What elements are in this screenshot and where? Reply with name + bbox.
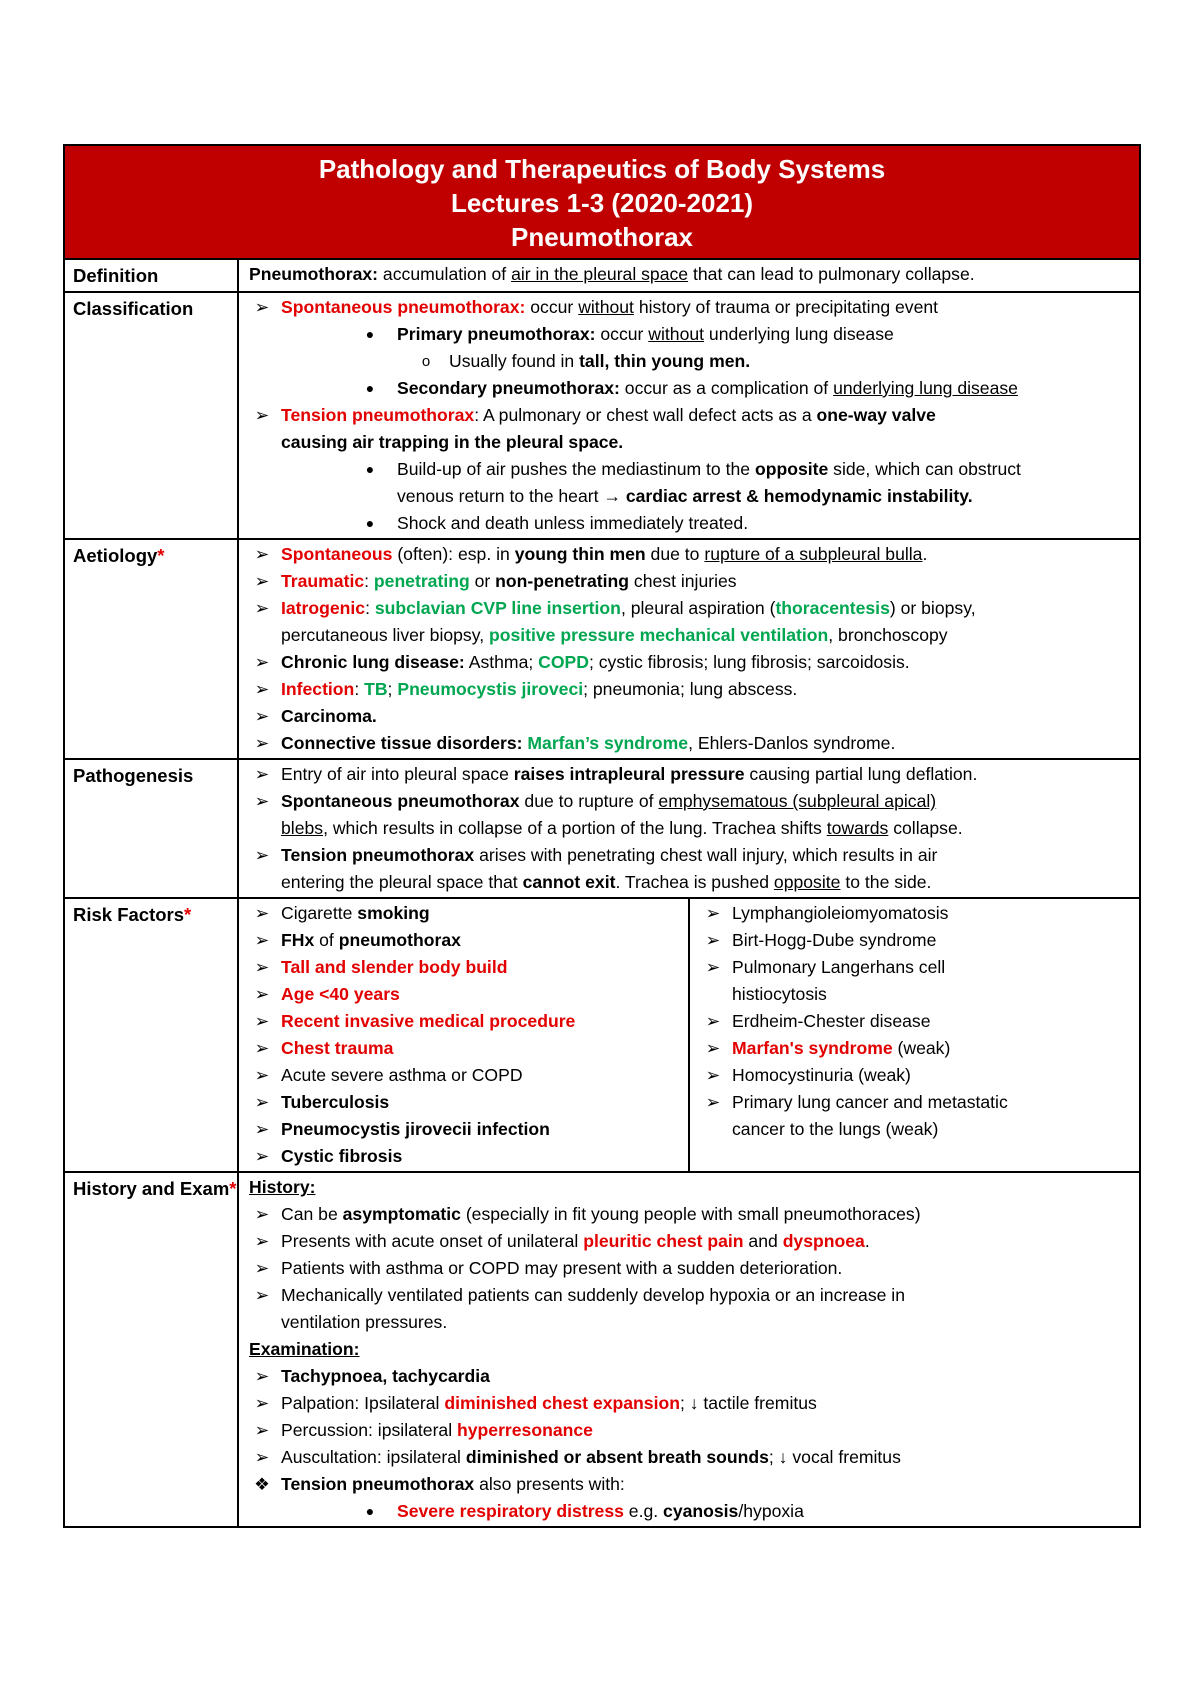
- bullet-line: [700, 981, 1135, 1008]
- text-run: (weak): [892, 1038, 951, 1058]
- section-label-text: Definition: [73, 265, 159, 286]
- text-run: Cystic fibrosis: [281, 1146, 403, 1166]
- text-run: , bronchoscopy: [828, 625, 948, 645]
- text-run: arises with penetrating chest wall injury, which results in air: [474, 845, 938, 865]
- text-run: .: [864, 1231, 870, 1251]
- section-label-text: Risk Factors: [73, 904, 185, 925]
- arrow-bullet-icon: ➢: [254, 903, 270, 923]
- bullet-line: [249, 1089, 684, 1116]
- text-run: Pulmonary Langerhans cell: [732, 957, 946, 977]
- arrow-bullet-icon: ➢: [254, 1011, 270, 1031]
- bullet-line: [249, 842, 1135, 869]
- arrow-bullet-icon: ➢: [254, 1393, 270, 1413]
- section-label: [64, 292, 238, 539]
- text-run: Age <40 years: [281, 984, 400, 1004]
- text-run: underlying lung disease: [833, 378, 1018, 398]
- text-run: →: [603, 486, 621, 506]
- bullet-line: [249, 1309, 1135, 1336]
- bullet-line: [249, 788, 1135, 815]
- text-run: Recent invasive medical procedure: [281, 1011, 576, 1031]
- text-run: ventilation pressures.: [281, 1312, 448, 1332]
- text-run: Tension pneumothorax: [281, 1474, 475, 1494]
- diamond-bullet-icon: ❖: [254, 1474, 270, 1494]
- text-run: Cigarette: [281, 903, 358, 923]
- row-classification: [64, 292, 1140, 539]
- text-run: Chest trauma: [281, 1038, 394, 1058]
- circle-bullet-icon: o: [421, 353, 431, 370]
- bullet-line: [249, 483, 1135, 510]
- text-run: , Ehlers-Danlos syndrome.: [688, 733, 896, 753]
- section-content: [238, 539, 1140, 759]
- arrow-bullet-icon: ➢: [254, 984, 270, 1004]
- text-run: Tuberculosis: [281, 1092, 390, 1112]
- bullet-line: [249, 1201, 1135, 1228]
- risk-factors-left: [239, 899, 689, 1171]
- text-run: hyperresonance: [457, 1420, 593, 1440]
- dot-bullet-icon: ●: [365, 326, 375, 342]
- text-run: Severe respiratory distress: [397, 1501, 624, 1521]
- important-star: *: [184, 904, 192, 925]
- section-label: [64, 898, 238, 1172]
- section-content: [238, 898, 1140, 1172]
- text-run: side, which can obstruct: [828, 459, 1021, 479]
- arrow-bullet-icon: ➢: [254, 1420, 270, 1440]
- arrow-bullet-icon: ➢: [254, 1366, 270, 1386]
- text-run: Shock and death unless immediately treated.: [397, 513, 749, 533]
- text-run: Carcinoma.: [281, 706, 377, 726]
- bullet-line: [249, 1498, 1135, 1525]
- text-run: ↓: [689, 1393, 699, 1413]
- text-run: dyspnoea: [782, 1231, 865, 1251]
- text-run: Birt-Hogg-Dube syndrome: [732, 930, 937, 950]
- section-label: [64, 1172, 238, 1527]
- arrow-bullet-icon: ➢: [254, 297, 270, 317]
- dot-bullet-icon: ●: [365, 515, 375, 531]
- arrow-bullet-icon: ➢: [254, 679, 270, 699]
- text-run: thoracentesis: [775, 598, 890, 618]
- arrow-bullet-icon: ➢: [254, 405, 270, 425]
- arrow-bullet-icon: ➢: [254, 1146, 270, 1166]
- text-run: ;: [387, 679, 398, 699]
- text-run: Mechanically ventilated patients can suddenly develop hypoxia or an increase in: [281, 1285, 905, 1305]
- arrow-bullet-icon: ➢: [705, 1092, 721, 1112]
- text-run: pneumothorax: [338, 930, 461, 950]
- text-run: Build-up of air pushes the mediastinum to the: [397, 459, 755, 479]
- text-run: tall, thin young men.: [579, 351, 751, 371]
- section-label-text: Pathogenesis: [73, 765, 194, 786]
- important-star: *: [157, 545, 165, 566]
- text-run: Pneumocystis jirovecii infection: [281, 1119, 550, 1139]
- text-run: Palpation: Ipsilateral: [281, 1393, 445, 1413]
- lecture-title: Lectures 1-3 (2020-2021): [450, 188, 754, 218]
- text-run: diminished chest expansion: [444, 1393, 680, 1413]
- arrow-bullet-icon: ➢: [254, 706, 270, 726]
- text-run: ; pneumonia; lung abscess.: [583, 679, 798, 699]
- bullet-line: [249, 1282, 1135, 1309]
- bullet-line: [249, 981, 684, 1008]
- text-run: History:: [249, 1177, 316, 1197]
- text-run: raises intrapleural pressure: [513, 764, 745, 784]
- text-run: vocal fremitus: [787, 1447, 901, 1467]
- bullet-line: [249, 1363, 1135, 1390]
- bullet-line: [249, 375, 1135, 402]
- arrow-bullet-icon: ➢: [254, 733, 270, 753]
- text-run: ;: [768, 1447, 779, 1467]
- text-run: .: [922, 544, 928, 564]
- arrow-bullet-icon: ➢: [705, 1011, 721, 1031]
- course-title: Pathology and Therapeutics of Body Systems: [318, 154, 886, 184]
- arrow-bullet-icon: ➢: [254, 1092, 270, 1112]
- bullet-line: [700, 1116, 1135, 1143]
- text-run: Examination:: [249, 1339, 360, 1359]
- bullet-line: [249, 261, 1135, 288]
- text-run: Tachypnoea, tachycardia: [281, 1366, 490, 1386]
- text-run: diminished or absent breath sounds: [465, 1447, 769, 1467]
- text-run: occur: [525, 297, 579, 317]
- bullet-line: [249, 676, 1135, 703]
- text-run: Secondary pneumothorax:: [397, 378, 620, 398]
- text-run: . Trachea is pushed: [615, 872, 774, 892]
- bullet-line: [249, 321, 1135, 348]
- arrow-bullet-icon: ➢: [254, 1447, 270, 1467]
- text-run: cancer to the lungs (weak): [732, 1119, 939, 1139]
- text-run: : A pulmonary or chest wall defect acts as a: [474, 405, 817, 425]
- text-run: without: [578, 297, 634, 317]
- text-run: Chronic lung disease:: [281, 652, 465, 672]
- text-run: Marfan’s syndrome: [527, 733, 689, 753]
- section-content: [238, 1172, 1140, 1527]
- text-run: occur: [595, 324, 649, 344]
- text-run: Pneumocystis jiroveci: [397, 679, 584, 699]
- bullet-line: [249, 649, 1135, 676]
- text-run: emphysematous (subpleural apical): [658, 791, 937, 811]
- text-run: Spontaneous: [281, 544, 393, 564]
- text-run: history of trauma or precipitating event: [633, 297, 939, 317]
- arrow-bullet-icon: ➢: [254, 652, 270, 672]
- bullet-line: [249, 1444, 1135, 1471]
- bullet-line: [249, 1143, 684, 1170]
- text-run: Auscultation: ipsilateral: [281, 1447, 466, 1467]
- text-run: Patients with asthma or COPD may present with a sudden deterioration.: [281, 1258, 843, 1278]
- text-run: Spontaneous pneumothorax:: [281, 297, 526, 317]
- bullet-line: [249, 1336, 1135, 1363]
- dot-bullet-icon: ●: [365, 1503, 375, 1519]
- text-run: cannot exit: [522, 872, 616, 892]
- arrow-bullet-icon: ➢: [705, 1038, 721, 1058]
- text-run: smoking: [357, 903, 430, 923]
- text-run: without: [648, 324, 705, 344]
- row-aetiology: [64, 539, 1140, 759]
- dot-bullet-icon: ●: [365, 461, 375, 477]
- text-run: ↓: [778, 1447, 788, 1467]
- text-run: Iatrogenic: [281, 598, 366, 618]
- title-banner: [64, 145, 1140, 259]
- bullet-line: [249, 541, 1135, 568]
- text-run: (often): esp. in: [392, 544, 515, 564]
- bullet-line: [249, 954, 684, 981]
- text-run: opposite: [773, 872, 841, 892]
- text-run: e.g.: [623, 1501, 664, 1521]
- bullet-line: [249, 622, 1135, 649]
- text-run: , which results in collapse of a portion of the lung. Trachea shifts: [323, 818, 827, 838]
- bullet-line: [700, 1008, 1135, 1035]
- dot-bullet-icon: ●: [365, 380, 375, 396]
- text-run: penetrating: [373, 571, 470, 591]
- arrow-bullet-icon: ➢: [254, 791, 270, 811]
- section-label: [64, 539, 238, 759]
- bullet-line: [249, 1471, 1135, 1498]
- text-run: Erdheim-Chester disease: [732, 1011, 931, 1031]
- bullet-line: [700, 927, 1135, 954]
- arrow-bullet-icon: ➢: [254, 1258, 270, 1278]
- text-run: tactile fremitus: [698, 1393, 817, 1413]
- section-content: [238, 292, 1140, 539]
- section-label: [64, 759, 238, 898]
- text-run: also presents with:: [474, 1474, 625, 1494]
- text-run: that can lead to pulmonary collapse.: [688, 264, 975, 284]
- risk-factors-right: [689, 899, 1139, 1171]
- text-run: Entry of air into pleural space: [281, 764, 514, 784]
- text-run: blebs: [281, 818, 324, 838]
- arrow-bullet-icon: ➢: [705, 903, 721, 923]
- section-label-text: History and Exam: [73, 1178, 230, 1199]
- bullet-line: [249, 348, 1135, 375]
- bullet-line: [700, 900, 1135, 927]
- text-run: Homocystinuria (weak): [732, 1065, 911, 1085]
- arrow-bullet-icon: ➢: [254, 1231, 270, 1251]
- title-row: [64, 145, 1140, 259]
- text-run: Primary pneumothorax:: [397, 324, 596, 344]
- text-run: or: [469, 571, 496, 591]
- text-run: cyanosis: [663, 1501, 739, 1521]
- text-run: opposite: [754, 459, 829, 479]
- text-run: chest injuries: [629, 571, 737, 591]
- arrow-bullet-icon: ➢: [705, 957, 721, 977]
- text-run: :: [354, 679, 365, 699]
- risk-factor-columns: [239, 899, 1139, 1171]
- row-pathogenesis: [64, 759, 1140, 898]
- notes-table: [63, 144, 1141, 1528]
- bullet-line: [249, 294, 1135, 321]
- bullet-line: [249, 730, 1135, 757]
- text-run: FHx: [281, 930, 315, 950]
- bullet-line: [249, 869, 1135, 896]
- text-run: :: [365, 598, 375, 618]
- section-content: [238, 259, 1140, 292]
- bullet-line: [249, 1228, 1135, 1255]
- arrow-bullet-icon: ➢: [254, 845, 270, 865]
- bullet-line: [249, 815, 1135, 842]
- text-run: due to: [645, 544, 705, 564]
- text-run: ) or biopsy,: [889, 598, 976, 618]
- section-label-text: Aetiology: [73, 545, 158, 566]
- text-run: Marfan's syndrome: [732, 1038, 893, 1058]
- text-run: Tension pneumothorax: [281, 845, 475, 865]
- text-run: Pneumothorax:: [249, 264, 379, 284]
- text-run: :: [364, 571, 374, 591]
- bullet-line: [700, 1089, 1135, 1116]
- text-run: Tension pneumothorax: [281, 405, 475, 425]
- row-history-exam: [64, 1172, 1140, 1527]
- bullet-line: [249, 703, 1135, 730]
- text-run: cardiac arrest & hemodynamic instability.: [620, 486, 973, 506]
- text-run: towards: [826, 818, 889, 838]
- text-run: TB: [364, 679, 388, 699]
- text-run: Infection: [281, 679, 355, 699]
- text-run: non-penetrating: [495, 571, 630, 591]
- text-run: venous return to the heart: [397, 486, 604, 506]
- text-run: Primary lung cancer and metastatic: [732, 1092, 1008, 1112]
- text-run: Can be: [281, 1204, 343, 1224]
- text-run: percutaneous liver biopsy,: [281, 625, 489, 645]
- bullet-line: [249, 1008, 684, 1035]
- bullet-line: [249, 1035, 684, 1062]
- important-star: *: [229, 1178, 237, 1199]
- text-run: accumulation of: [378, 264, 512, 284]
- text-run: young thin men: [514, 544, 646, 564]
- arrow-bullet-icon: ➢: [254, 930, 270, 950]
- text-run: (especially in fit young people with small pneumothoraces): [460, 1204, 921, 1224]
- arrow-bullet-icon: ➢: [705, 930, 721, 950]
- text-run: occur as a complication of: [619, 378, 834, 398]
- bullet-line: [249, 568, 1135, 595]
- bullet-line: [249, 761, 1135, 788]
- text-run: histiocytosis: [732, 984, 827, 1004]
- text-run: Traumatic: [281, 571, 365, 591]
- bullet-line: [249, 1390, 1135, 1417]
- section-label: [64, 259, 238, 292]
- text-run: Tall and slender body build: [281, 957, 508, 977]
- bullet-line: [249, 456, 1135, 483]
- bullet-line: [249, 510, 1135, 537]
- arrow-bullet-icon: ➢: [254, 957, 270, 977]
- arrow-bullet-icon: ➢: [254, 1285, 270, 1305]
- bullet-line: [700, 1062, 1135, 1089]
- text-run: and: [743, 1231, 783, 1251]
- text-run: subclavian CVP line insertion: [374, 598, 621, 618]
- text-run: , pleural aspiration (: [620, 598, 776, 618]
- section-label-text: Classification: [73, 298, 194, 319]
- arrow-bullet-icon: ➢: [254, 1119, 270, 1139]
- text-run: ; cystic fibrosis; lung fibrosis; sarcoidosis.: [588, 652, 910, 672]
- bullet-line: [700, 1035, 1135, 1062]
- row-risk-factors: [64, 898, 1140, 1172]
- text-run: Percussion: ipsilateral: [281, 1420, 458, 1440]
- bullet-line: [249, 429, 1135, 456]
- text-run: ;: [679, 1393, 690, 1413]
- bullet-line: [249, 595, 1135, 622]
- text-run: of: [314, 930, 339, 950]
- bullet-line: [249, 927, 684, 954]
- arrow-bullet-icon: ➢: [254, 764, 270, 784]
- bullet-line: [249, 1116, 684, 1143]
- text-run: COPD: [538, 652, 589, 672]
- text-run: positive pressure mechanical ventilation: [488, 625, 829, 645]
- arrow-bullet-icon: ➢: [254, 1038, 270, 1058]
- text-run: Acute severe asthma or COPD: [281, 1065, 523, 1085]
- text-run: pleuritic chest pain: [583, 1231, 744, 1251]
- bullet-line: [700, 954, 1135, 981]
- text-run: asymptomatic: [342, 1204, 461, 1224]
- text-run: collapse.: [888, 818, 963, 838]
- text-run: Spontaneous pneumothorax: [281, 791, 520, 811]
- text-run: air in the pleural space: [511, 264, 689, 284]
- arrow-bullet-icon: ➢: [254, 1204, 270, 1224]
- bullet-line: [249, 1255, 1135, 1282]
- bullet-line: [249, 1062, 684, 1089]
- row-definition: [64, 259, 1140, 292]
- text-run: /hypoxia: [738, 1501, 804, 1521]
- text-run: to the side.: [840, 872, 932, 892]
- bullet-line: [249, 1174, 1135, 1201]
- arrow-bullet-icon: ➢: [705, 1065, 721, 1085]
- arrow-bullet-icon: ➢: [254, 598, 270, 618]
- text-run: Connective tissue disorders:: [281, 733, 523, 753]
- text-run: Presents with acute onset of unilateral: [281, 1231, 584, 1251]
- topic-title: Pneumothorax: [510, 222, 694, 252]
- text-run: Usually found in: [449, 351, 580, 371]
- text-run: one-way valve: [816, 405, 936, 425]
- arrow-bullet-icon: ➢: [254, 544, 270, 564]
- arrow-bullet-icon: ➢: [254, 1065, 270, 1085]
- text-run: causing partial lung deflation.: [744, 764, 978, 784]
- arrow-bullet-icon: ➢: [254, 571, 270, 591]
- section-content: [238, 759, 1140, 898]
- text-run: due to rupture of: [519, 791, 659, 811]
- text-run: underlying lung disease: [704, 324, 894, 344]
- text-run: causing air trapping in the pleural space.: [281, 432, 624, 452]
- text-run: Lymphangioleiomyomatosis: [732, 903, 949, 923]
- bullet-line: [249, 900, 684, 927]
- bullet-line: [249, 1417, 1135, 1444]
- text-run: rupture of a subpleural bulla: [704, 544, 923, 564]
- text-run: entering the pleural space that: [281, 872, 523, 892]
- text-run: Asthma;: [464, 652, 539, 672]
- bullet-line: [249, 402, 1135, 429]
